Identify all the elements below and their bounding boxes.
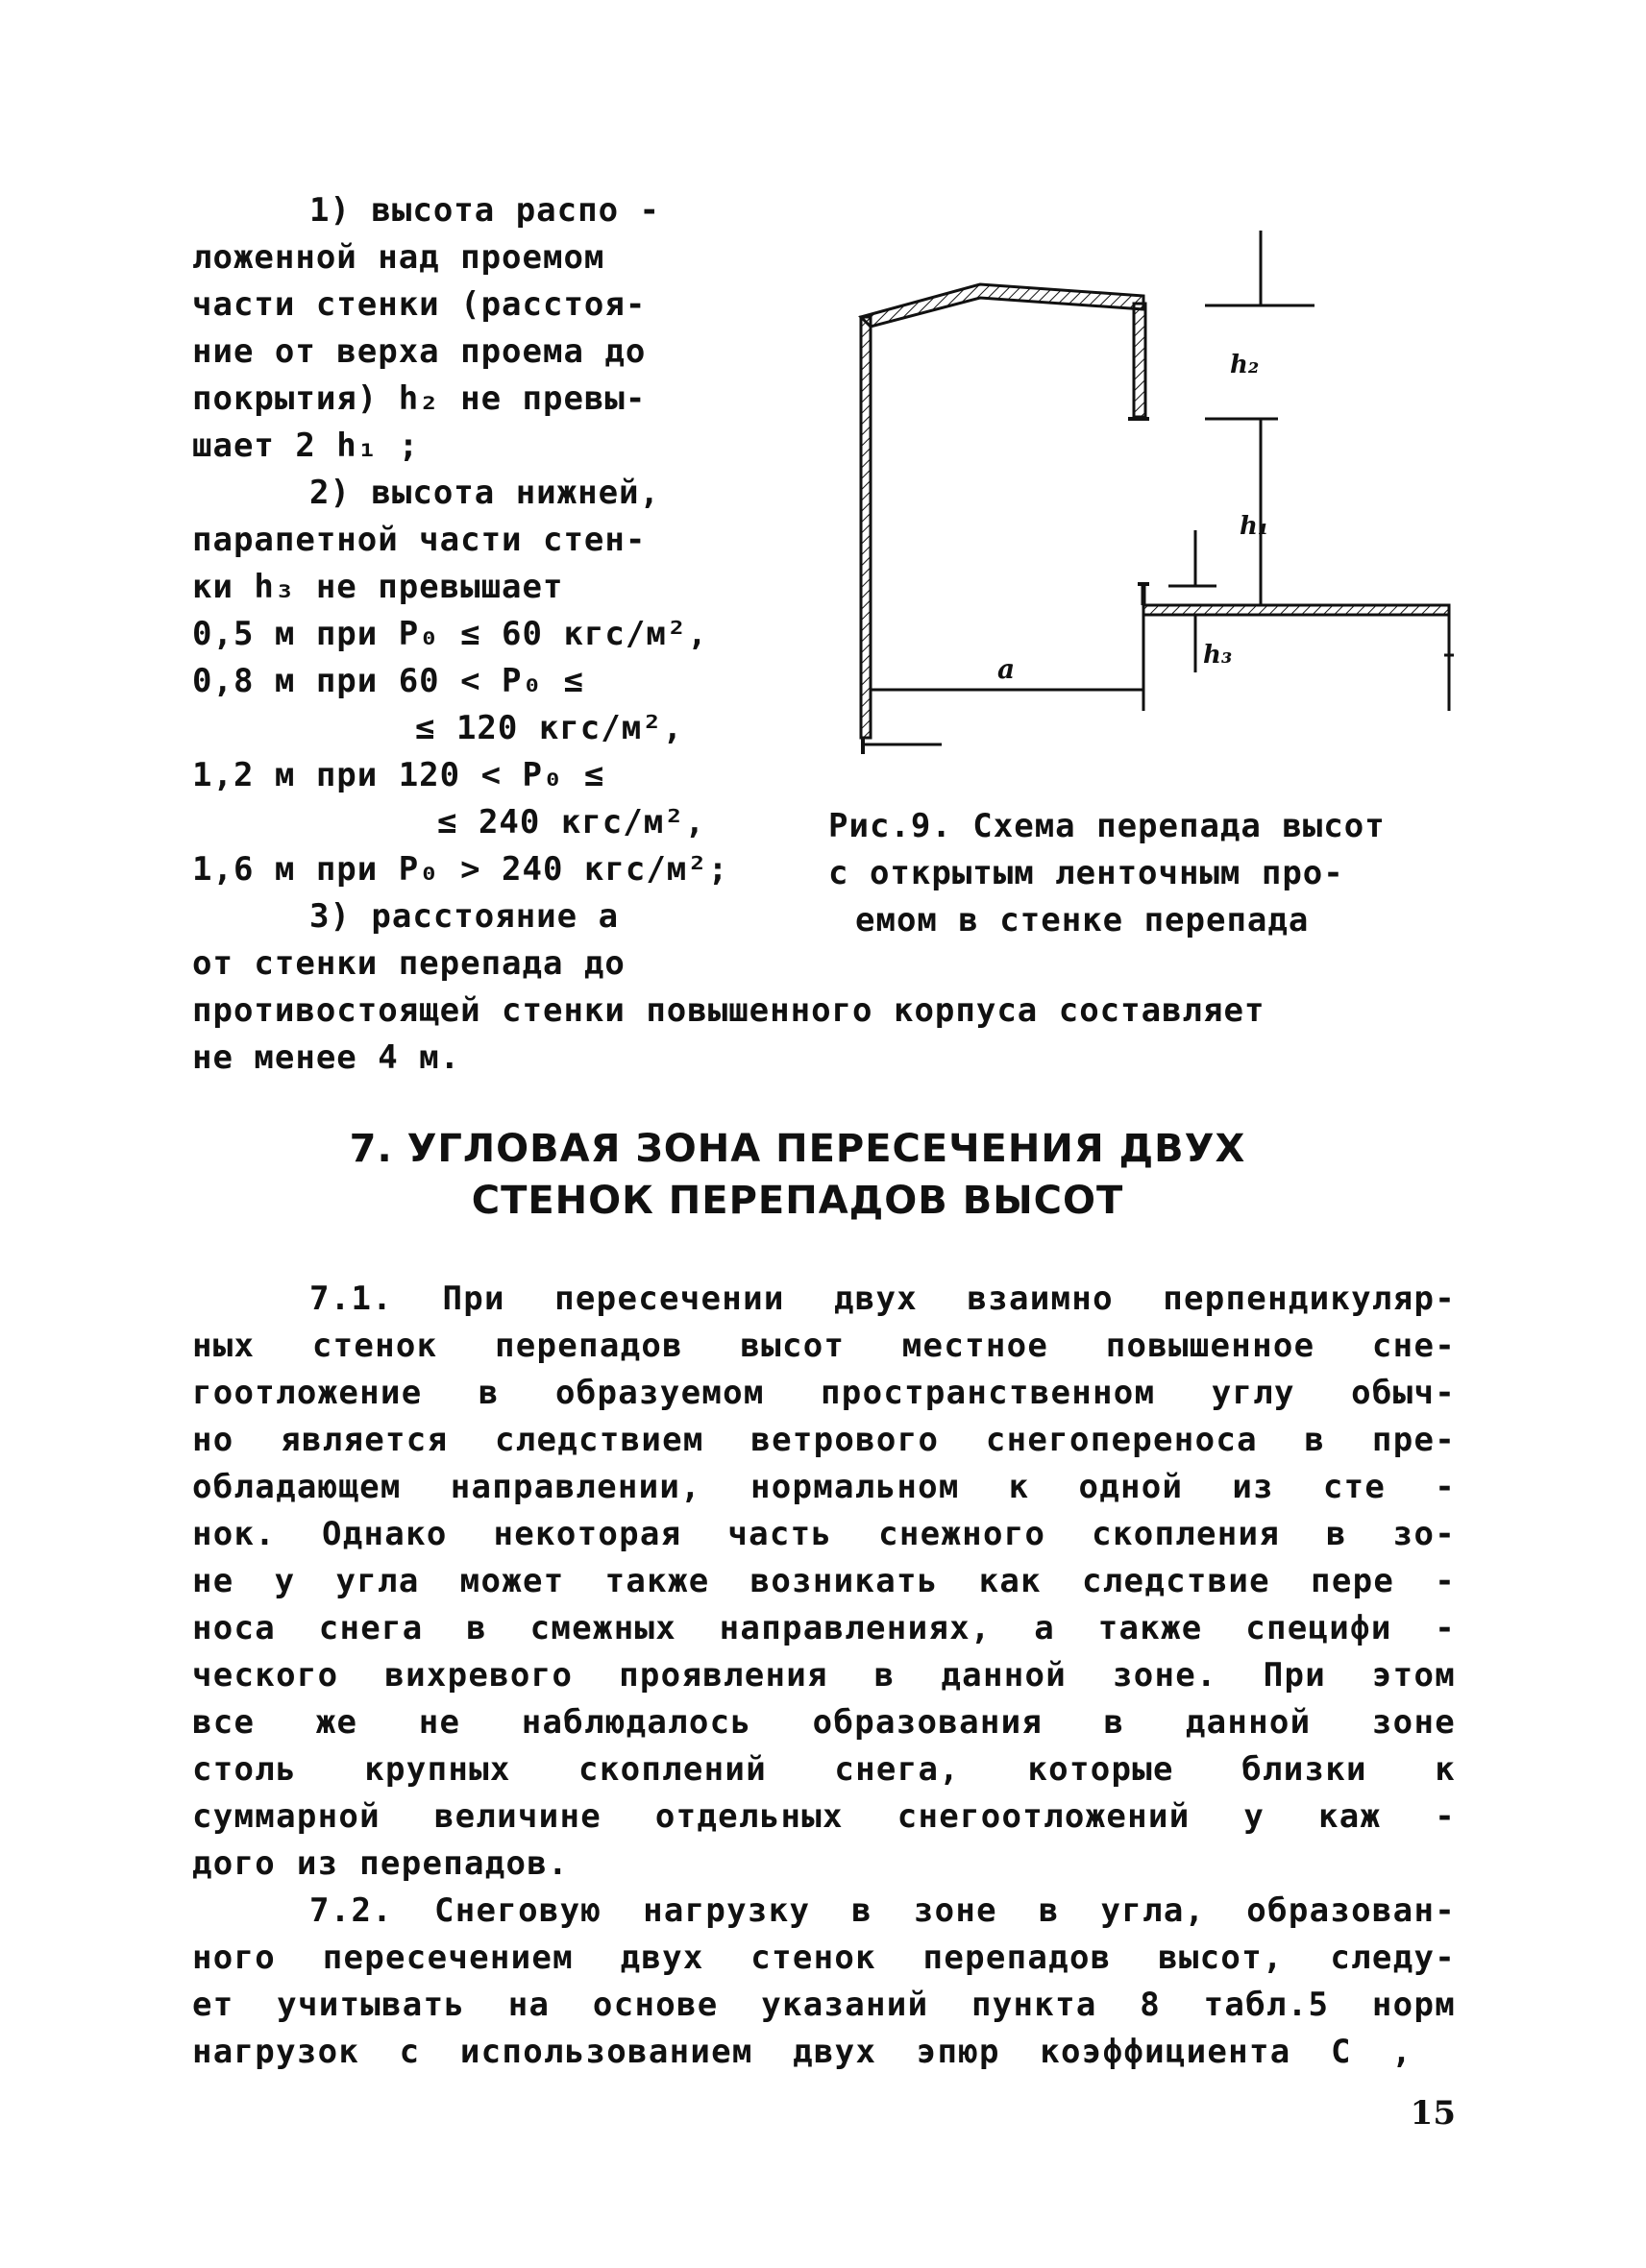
label-h1: h₁ (1240, 512, 1269, 541)
figure-caption-line: емом в стенке перепада (855, 901, 1310, 939)
condition-line: части стенки (расстоя- (192, 285, 647, 324)
paragraph-line: гоотложение в образуемом пространственном углу обыч- (192, 1374, 1456, 1412)
paragraph-line: 7.2. Снеговую нагрузку в зоне в угла, образован- (309, 1891, 1456, 1930)
paragraph-line: ных стенок перепадов высот местное повышенное сне- (192, 1327, 1456, 1365)
paragraph-line: суммарной величине отдельных снегоотложений у каж - (192, 1797, 1456, 1836)
figure-height-drop-scheme (826, 231, 1480, 768)
continuation-line: не менее 4 м. (192, 1038, 461, 1077)
condition-line: 1,6 м при P₀ > 240 кгс/м²; (192, 850, 729, 889)
paragraph-line: 7.1. При пересечении двух взаимно перпендикуляр- (309, 1280, 1456, 1318)
paragraph-line: нок. Однако некоторая часть снежного скопления в зо- (192, 1515, 1456, 1553)
paragraph-line: носа снега в смежных направлениях, а также специфи - (192, 1609, 1456, 1647)
label-h2: h₂ (1230, 351, 1260, 379)
figure-caption-line: с открытым ленточным про- (828, 854, 1344, 892)
condition-line: 2) высота нижней, (309, 474, 660, 512)
condition-line: ≤ 120 кгс/м², (415, 709, 684, 747)
condition-line: шает 2 h₁ ; (192, 427, 420, 465)
paragraph-line: все же не наблюдалось образования в данной зоне (192, 1703, 1456, 1742)
paragraph-line: ет учитывать на основе указаний пункта 8 табл.5 норм (192, 1986, 1456, 2024)
high-building-roof (861, 284, 1143, 327)
condition-line: 1,2 м при 120 < P₀ ≤ (192, 756, 605, 794)
paragraph-line: но является следствием ветрового снегопереноса в пре- (192, 1421, 1456, 1459)
condition-line: покрытия) h₂ не превы- (192, 379, 647, 418)
condition-line: ние от верха проема до (192, 332, 647, 371)
condition-line: ки h₃ не превышает (192, 568, 564, 606)
drop-wall-upper (1134, 304, 1145, 417)
condition-line: 0,5 м при P₀ ≤ 60 кгс/м², (192, 615, 708, 653)
paragraph-line: обладающем направлении, нормальном к одной из сте - (192, 1468, 1456, 1506)
condition-line: 1) высота распо - (309, 191, 660, 230)
paragraph-line: ного пересечением двух стенок перепадов высот, следу- (192, 1939, 1456, 1977)
condition-line: ложенной над проемом (192, 238, 605, 277)
label-h3: h₃ (1203, 641, 1233, 670)
figure-caption-line: Рис.9. Схема перепада высот (828, 807, 1386, 845)
high-building-left-wall (861, 317, 871, 738)
condition-line: от стенки перепада до (192, 944, 626, 983)
paragraph-line: ческого вихревого проявления в данной зоне. При этом (192, 1656, 1456, 1695)
condition-line: ≤ 240 кгс/м², (437, 803, 706, 841)
paragraph-line: нагрузок с использованием двух эпюр коэффициента C , (192, 2033, 1413, 2071)
page-number: 15 (1410, 2094, 1456, 2133)
condition-line: парапетной части стен- (192, 521, 647, 559)
section-title: 7. УГЛОВАЯ ЗОНА ПЕРЕСЕЧЕНИЯ ДВУХ (349, 1127, 1246, 1171)
paragraph-line: дого из перепадов. (192, 1844, 569, 1883)
label-a: a (997, 653, 1016, 685)
low-building-roof (1143, 605, 1449, 615)
section-title-continued: СТЕНОК ПЕРЕПАДОВ ВЫСОТ (471, 1179, 1124, 1223)
paragraph-line: столь крупных скоплений снега, которые близки к (192, 1750, 1456, 1789)
condition-line: 0,8 м при 60 < P₀ ≤ (192, 662, 584, 700)
condition-line: 3) расстояние a (309, 897, 620, 936)
continuation-line: противостоящей стенки повышенного корпуса составляет (192, 991, 1265, 1030)
paragraph-line: не у угла может также возникать как следствие пере - (192, 1562, 1456, 1600)
